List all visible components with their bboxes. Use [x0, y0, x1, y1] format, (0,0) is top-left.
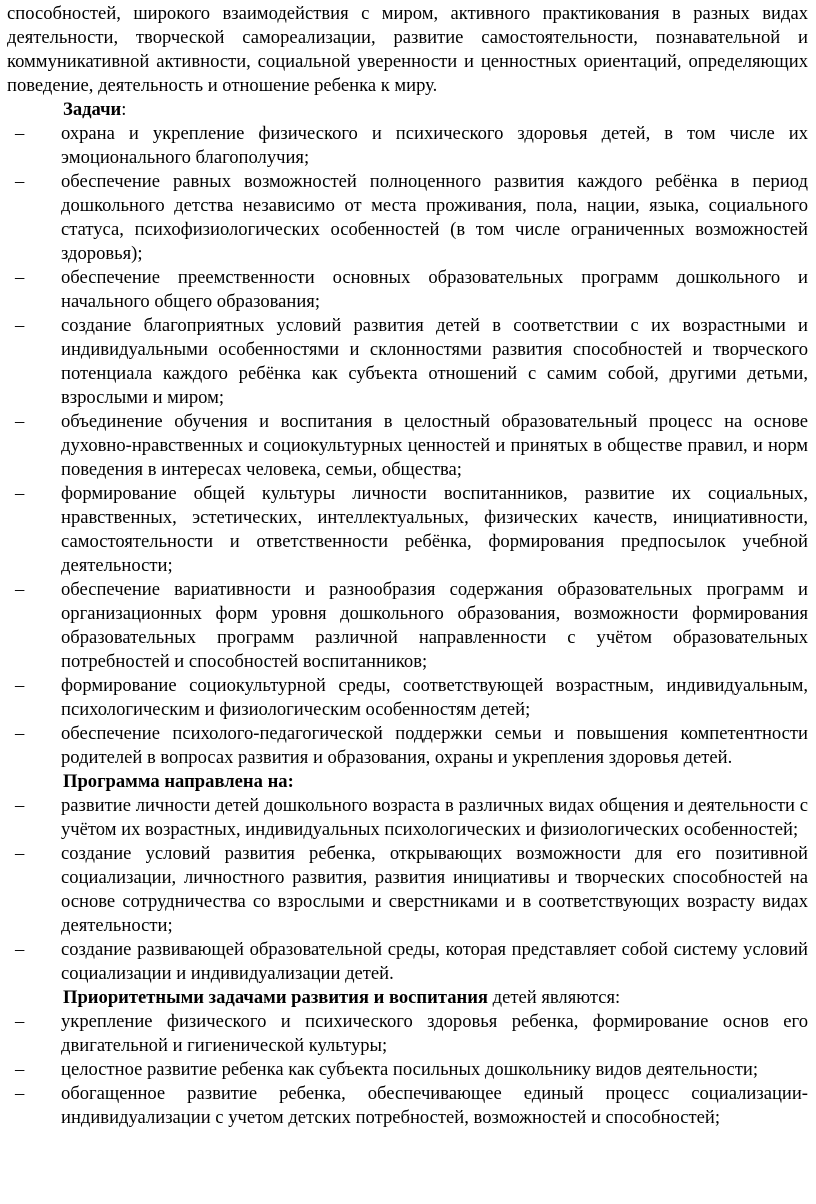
- dash-bullet: –: [15, 939, 25, 960]
- dash-bullet: –: [15, 123, 25, 144]
- list-item-text: обеспечение вариативности и разнообразия содержания образовательных программ и организационных форм уровня дошкольного образования, возможности формирования образовательных программ различной направленности с учётом образовательных потребностей и способностей воспитанников;: [61, 579, 808, 672]
- dash-bullet: –: [15, 579, 25, 600]
- intro-paragraph: способностей, широкого взаимодействия с миром, активного практикования в разных видах деятельности, творческой самореализации, развитие самостоятельности, познавательной и коммуникативной активности, социальной уверенности и ценностных ориентаций, определяющих поведение, деятельность и отношение ребенка к миру.: [7, 3, 808, 96]
- dash-bullet: –: [15, 171, 25, 192]
- priority-list: [7, 1010, 808, 1130]
- list-item: [7, 842, 808, 938]
- dash-bullet: –: [15, 1011, 25, 1032]
- dash-bullet: –: [15, 411, 25, 432]
- list-item-text: обеспечение преемственности основных образовательных программ дошкольного и начального общего образования;: [61, 267, 808, 312]
- list-item-text: охрана и укрепление физического и психического здоровья детей, в том числе их эмоционального благополучия;: [61, 123, 808, 168]
- dash-bullet: –: [15, 795, 25, 816]
- priority-heading-rest: детей являются:: [488, 987, 621, 1008]
- list-item-text: создание условий развития ребенка, открывающих возможности для его позитивной социализации, личностного развития, развития инициативы и творческих способностей на основе сотрудничества со взрослыми и сверстниками и в соответствующих возрасту видах деятельности;: [61, 843, 808, 936]
- program-heading: [7, 770, 808, 794]
- program-heading-label: Программа направлена на:: [63, 771, 294, 792]
- program-list: [7, 794, 808, 986]
- list-item-text: формирование социокультурной среды, соответствующей возрастным, индивидуальным, психологическим и физиологическим особенностям детей;: [61, 675, 808, 720]
- list-item-text: объединение обучения и воспитания в целостный образовательный процесс на основе духовно-нравственных и социокультурных ценностей и принятых в обществе правил, и норм поведения в интересах человека, семьи, общества;: [61, 411, 808, 480]
- dash-bullet: –: [15, 1059, 25, 1080]
- dash-bullet: –: [15, 723, 25, 744]
- dash-bullet: –: [15, 843, 25, 864]
- list-item: [7, 314, 808, 410]
- tasks-heading: [7, 98, 808, 122]
- list-item: [7, 674, 808, 722]
- dash-bullet: –: [15, 483, 25, 504]
- dash-bullet: –: [15, 1083, 25, 1104]
- list-item-text: формирование общей культуры личности воспитанников, развитие их социальных, нравственных, эстетических, интеллектуальных, физических качеств, инициативности, самостоятельности и ответственности ребёнка, формирования предпосылок учебной деятельности;: [61, 483, 808, 576]
- tasks-list: [7, 122, 808, 770]
- list-item: [7, 1082, 808, 1130]
- list-item-text: обеспечение равных возможностей полноценного развития каждого ребёнка в период дошкольного детства независимо от места проживания, пола, нации, языка, социального статуса, психофизиологических особенностей (в том числе ограниченных возможностей здоровья);: [61, 171, 808, 264]
- list-item: [7, 170, 808, 266]
- list-item: [7, 1010, 808, 1058]
- list-item: [7, 410, 808, 482]
- list-item: [7, 722, 808, 770]
- list-item: [7, 1058, 808, 1082]
- list-item: [7, 938, 808, 986]
- list-item-text: обеспечение психолого-педагогической поддержки семьи и повышения компетентности родителей в вопросах развития и образования, охраны и укрепления здоровья детей.: [61, 723, 808, 768]
- list-item: [7, 122, 808, 170]
- list-item-text: обогащенное развитие ребенка, обеспечивающее единый процесс социализации-индивидуализации с учетом детских потребностей, возможностей и способностей;: [61, 1083, 808, 1128]
- tasks-heading-label: Задачи: [63, 99, 122, 120]
- tasks-heading-colon: :: [121, 99, 127, 120]
- priority-heading: [7, 986, 808, 1010]
- priority-heading-bold: Приоритетными задачами развития и воспитания: [63, 987, 488, 1008]
- dash-bullet: –: [15, 315, 25, 336]
- list-item-text: создание развивающей образовательной среды, которая представляет собой систему условий социализации и индивидуализации детей.: [61, 939, 808, 984]
- list-item-text: укрепление физического и психического здоровья ребенка, формирование основ его двигательной и гигиенической культуры;: [61, 1011, 808, 1056]
- list-item-text: целостное развитие ребенка как субъекта посильных дошкольнику видов деятельности;: [61, 1059, 759, 1080]
- list-item: [7, 266, 808, 314]
- list-item: [7, 794, 808, 842]
- list-item-text: создание благоприятных условий развития детей в соответствии с их возрастными и индивидуальными особенностями и склонностями развития способностей и творческого потенциала каждого ребёнка как субъекта отношений с самим собой, другими детьми, взрослыми и миром;: [61, 315, 808, 408]
- list-item-text: развитие личности детей дошкольного возраста в различных видах общения и деятельности с учётом их возрастных, индивидуальных психологических и физиологических особенностей;: [61, 795, 808, 840]
- dash-bullet: –: [15, 267, 25, 288]
- list-item: [7, 578, 808, 674]
- list-item: [7, 482, 808, 578]
- dash-bullet: –: [15, 675, 25, 696]
